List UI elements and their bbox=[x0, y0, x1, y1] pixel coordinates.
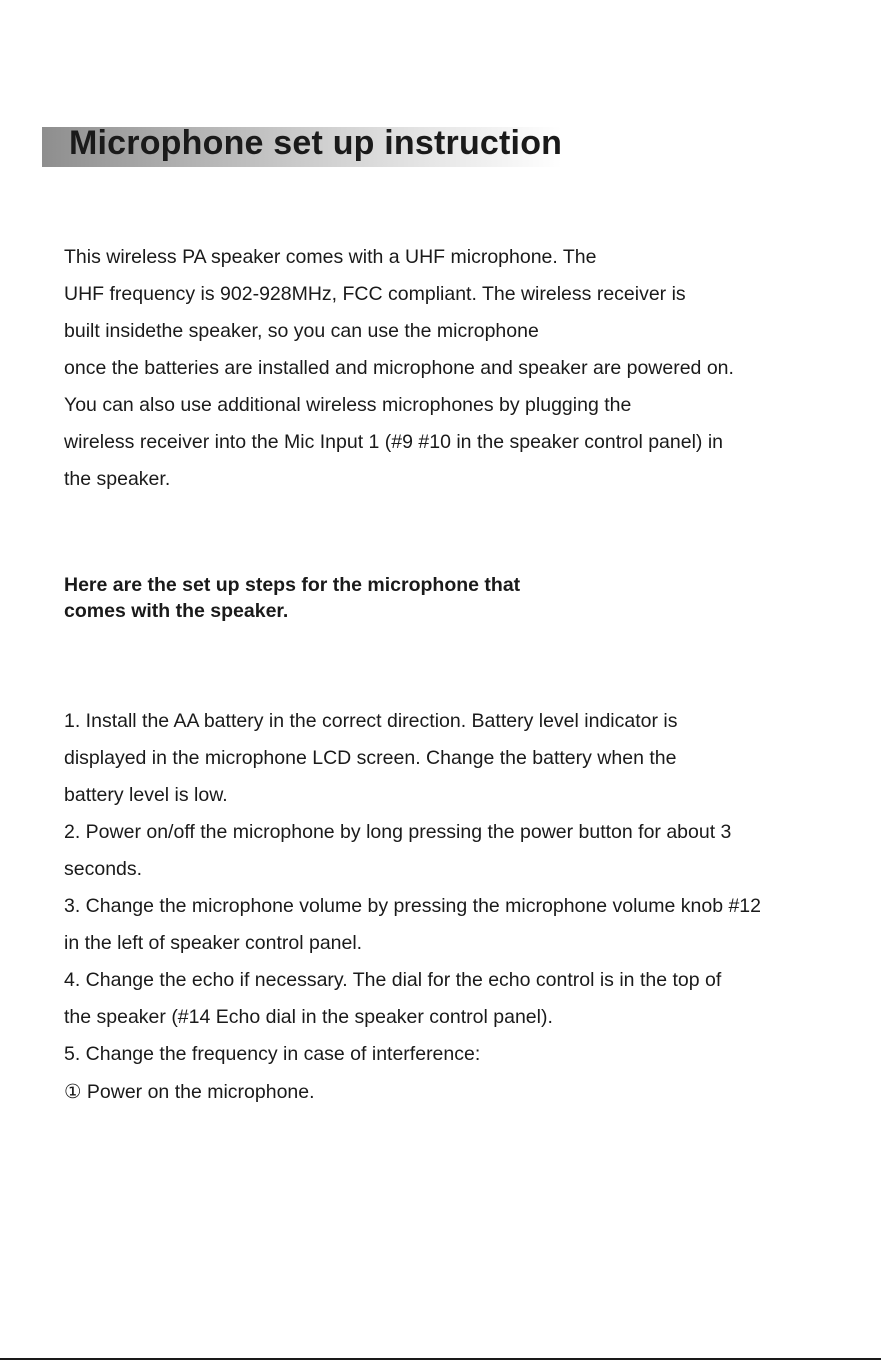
intro-line: built insidethe speaker, so you can use the microphone bbox=[64, 320, 539, 342]
intro-line: UHF frequency is 902-928MHz, FCC compliant. The wireless receiver is bbox=[64, 283, 686, 305]
intro-line: You can also use additional wireless microphones by plugging the bbox=[64, 394, 632, 416]
step-line: ① Power on the microphone. bbox=[64, 1081, 315, 1103]
intro-line: This wireless PA speaker comes with a UHF microphone. The bbox=[64, 246, 597, 268]
step-line: seconds. bbox=[64, 858, 143, 880]
step-line: battery level is low. bbox=[64, 784, 228, 806]
step-line: 2. Power on/off the microphone by long pressing the power button for about 3 bbox=[64, 821, 732, 843]
step-line: 4. Change the echo if necessary. The dial for the echo control is in the top of bbox=[64, 969, 722, 991]
heading-line: Here are the set up steps for the microphone that bbox=[64, 574, 521, 596]
page-title: Microphone set up instruction bbox=[69, 124, 563, 162]
heading-line: comes with the speaker. bbox=[64, 600, 289, 622]
step-line: the speaker (#14 Echo dial in the speaker control panel). bbox=[64, 1006, 553, 1028]
intro-line: once the batteries are installed and microphone and speaker are powered on. bbox=[64, 357, 734, 379]
step-line: 5. Change the frequency in case of interference: bbox=[64, 1043, 481, 1065]
step-line: in the left of speaker control panel. bbox=[64, 932, 363, 954]
step-line: 1. Install the AA battery in the correct direction. Battery level indicator is bbox=[64, 710, 678, 732]
intro-line: wireless receiver into the Mic Input 1 (#9 #10 in the speaker control panel) in bbox=[64, 431, 724, 453]
step-line: displayed in the microphone LCD screen. Change the battery when the bbox=[64, 747, 677, 769]
intro-line: the speaker. bbox=[64, 468, 171, 490]
step-line: 3. Change the microphone volume by pressing the microphone volume knob #12 bbox=[64, 895, 762, 917]
page-bottom-rule bbox=[0, 1358, 881, 1360]
